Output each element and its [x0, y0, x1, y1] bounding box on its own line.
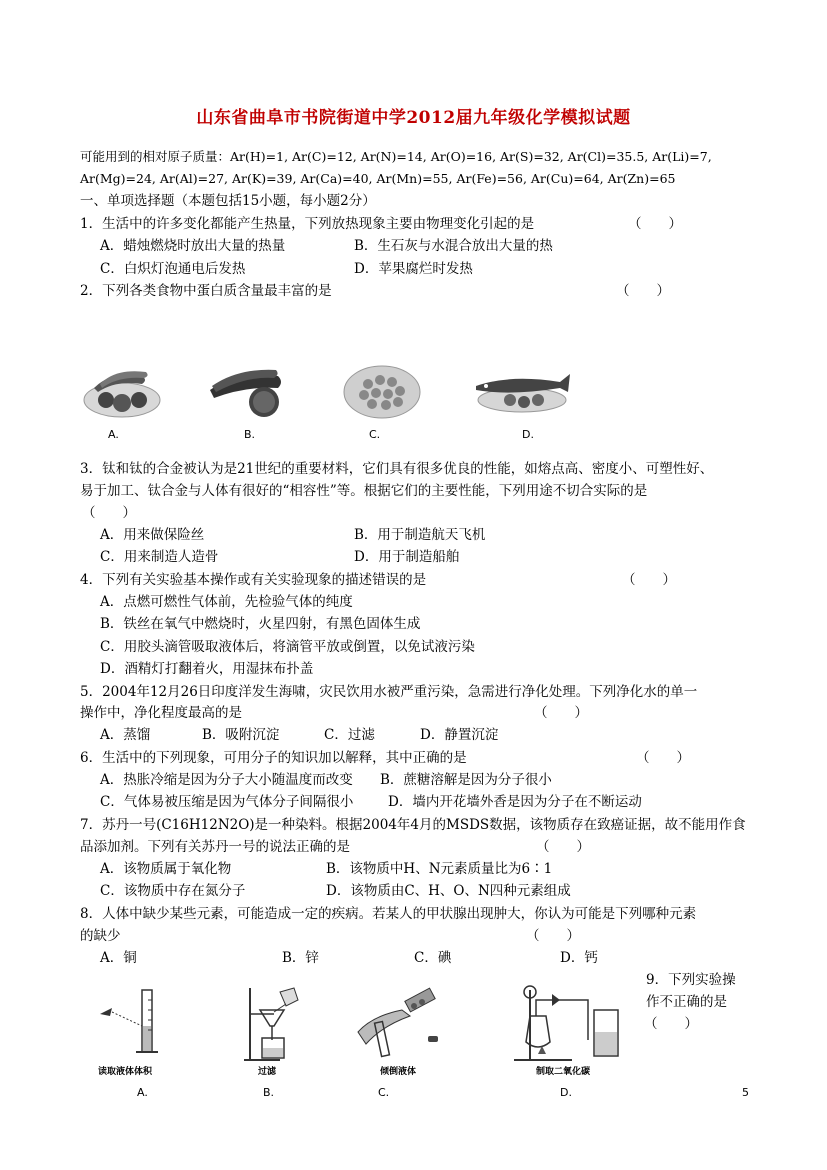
q7-bracket: （ ）: [536, 839, 590, 855]
q3-line-1: 3．钛和钛的合金被认为是21世纪的重要材料，它们具有很多优良的性能，如熔点高、密度小、可塑性好、: [80, 461, 714, 477]
lab-image-pouring: [352, 986, 452, 1064]
q9-label-a: A.: [137, 1086, 148, 1099]
q4-option-a: A．点燃可燃性气体前，先检验气体的纯度: [100, 594, 353, 610]
q2-label-a: A.: [108, 428, 119, 441]
q8-line-1: 8．人体中缺少某些元素，可能造成一定的疾病。若某人的甲状腺出现肿大，你认为可能是下列哪种元素: [80, 906, 697, 922]
q8-option-d: D．钙: [560, 950, 598, 966]
q7-option-b: B．该物质中H、N元素质量比为6∶1: [326, 861, 553, 877]
q1-bracket: （ ）: [628, 216, 682, 232]
q3-option-b: B．用于制造航天飞机: [354, 527, 486, 543]
q8-bracket: （ ）: [526, 928, 580, 944]
q6-option-c: C．气体易被压缩是因为气体分子间隔很小: [100, 794, 354, 810]
atomic-mass-line-2: Ar(Mg)=24, Ar(Al)=27, Ar(K)=39, Ar(Ca)=40, Ar(Mn)=55, Ar(Fe)=56, Ar(Cu)=64, Ar(Zn)=65: [80, 171, 676, 186]
q9-line-2: 作不正确的是: [646, 994, 727, 1010]
q1-option-a: A．蜡烛燃烧时放出大量的热量: [100, 238, 286, 254]
q1-option-c: C．白炽灯泡通电后发热: [100, 261, 246, 277]
lab-image-reading-volume: [96, 986, 166, 1062]
q5-option-b: B．吸附沉淀: [202, 727, 280, 743]
q9-caption-b: 过滤: [258, 1067, 277, 1077]
q5-line-1: 5．2004年12月26日印度洋发生海啸，灾民饮用水被严重污染，急需进行净化处理。下列净化水的单一: [80, 684, 698, 700]
q5-option-c: C．过滤: [324, 727, 375, 743]
page-number: 5: [742, 1086, 749, 1099]
q4-stem: 4．下列有关实验基本操作或有关实验现象的描述错误的是: [80, 572, 427, 588]
q9-line-1: 9．下列实验操: [646, 972, 736, 988]
q7-option-a: A．该物质属于氧化物: [100, 861, 232, 877]
food-image-c: [342, 360, 422, 422]
q3-option-c: C．用来制造人造骨: [100, 549, 219, 565]
q5-option-a: A．蒸馏: [100, 727, 151, 743]
q2-label-b: B.: [244, 428, 256, 441]
q6-option-b: B．蔗糖溶解是因为分子很小: [380, 772, 552, 788]
q1-stem: 1．生活中的许多变化都能产生热量，下列放热现象主要由物理变化引起的是: [80, 216, 535, 232]
q4-option-d: D．酒精灯打翻着火，用湿抹布扑盖: [100, 661, 314, 677]
q6-option-d: D．墙内开花墙外香是因为分子在不断运动: [388, 794, 642, 810]
q9-label-b: B.: [263, 1086, 275, 1099]
q9-caption-a: 读取液体体积: [98, 1067, 153, 1077]
q8-option-c: C．碘: [414, 950, 452, 966]
q4-bracket: （ ）: [622, 572, 676, 588]
q4-option-b: B．铁丝在氧气中燃烧时，火星四射，有黑色固体生成: [100, 616, 421, 632]
food-image-d: [470, 362, 574, 418]
q7-line-2: 品添加剂。下列有关苏丹一号的说法正确的是: [80, 839, 350, 855]
q1-option-d: D．苹果腐烂时发热: [354, 261, 473, 277]
q6-bracket: （ ）: [636, 750, 690, 766]
q3-option-d: D．用于制造船舶: [354, 549, 460, 565]
q2-stem: 2．下列各类食物中蛋白质含量最丰富的是: [80, 283, 332, 299]
q8-option-a: A．铜: [100, 950, 137, 966]
food-image-a: [82, 362, 162, 420]
q7-option-c: C．该物质中存在氮分子: [100, 883, 246, 899]
q8-line-2: 的缺少: [80, 928, 121, 944]
q3-line-2: 易于加工、钛合金与人体有很好的“相容性”等。根据它们的主要性能，下列用途不切合实际的是: [80, 483, 648, 499]
q2-bracket: （ ）: [616, 283, 670, 299]
q3-bracket: （ ）: [82, 505, 136, 521]
q2-label-c: C.: [369, 428, 381, 441]
q3-option-a: A．用来做保险丝: [100, 527, 205, 543]
q9-label-d: D.: [560, 1086, 572, 1099]
q9-bracket: （ ）: [644, 1016, 698, 1032]
section-heading: 一、单项选择题（本题包括15小题，每小题2分）: [80, 193, 376, 209]
page-title: 山东省曲阜市书院街道中学2012届九年级化学模拟试题: [196, 108, 631, 128]
q7-line-1: 7．苏丹一号(C16H12N2O)是一种染料。根据2004年4月的MSDS数据，该物质存在致癌证据，故不能用作食: [80, 817, 746, 833]
q9-caption-d: 制取二氧化碳: [536, 1067, 591, 1077]
q9-label-c: C.: [378, 1086, 390, 1099]
q7-option-d: D．该物质由C、H、O、N四种元素组成: [326, 883, 571, 899]
q6-stem: 6．生活中的下列现象，可用分子的知识加以解释，其中正确的是: [80, 750, 467, 766]
q9-caption-c: 倾倒液体: [380, 1067, 417, 1077]
q1-option-b: B．生石灰与水混合放出大量的热: [354, 238, 553, 254]
q5-line-2: 操作中，净化程度最高的是: [80, 705, 242, 721]
q5-option-d: D．静置沉淀: [420, 727, 499, 743]
lab-image-co2-setup: [508, 980, 632, 1066]
q8-option-b: B．锌: [282, 950, 319, 966]
food-image-b: [206, 362, 286, 420]
atomic-mass-line-1: 可能用到的相对原子质量：Ar(H)=1, Ar(C)=12, Ar(N)=14, Ar(O)=16, Ar(S)=32, Ar(Cl)=35.5, Ar(Li)=7,: [80, 149, 712, 164]
lab-image-filtration: [240, 984, 310, 1064]
q2-label-d: D.: [522, 428, 534, 441]
q4-option-c: C．用胶头滴管吸取液体后，将滴管平放或倒置，以免试液污染: [100, 639, 475, 655]
q6-option-a: A．热胀冷缩是因为分子大小随温度而改变: [100, 772, 353, 788]
q5-bracket: （ ）: [534, 705, 588, 721]
